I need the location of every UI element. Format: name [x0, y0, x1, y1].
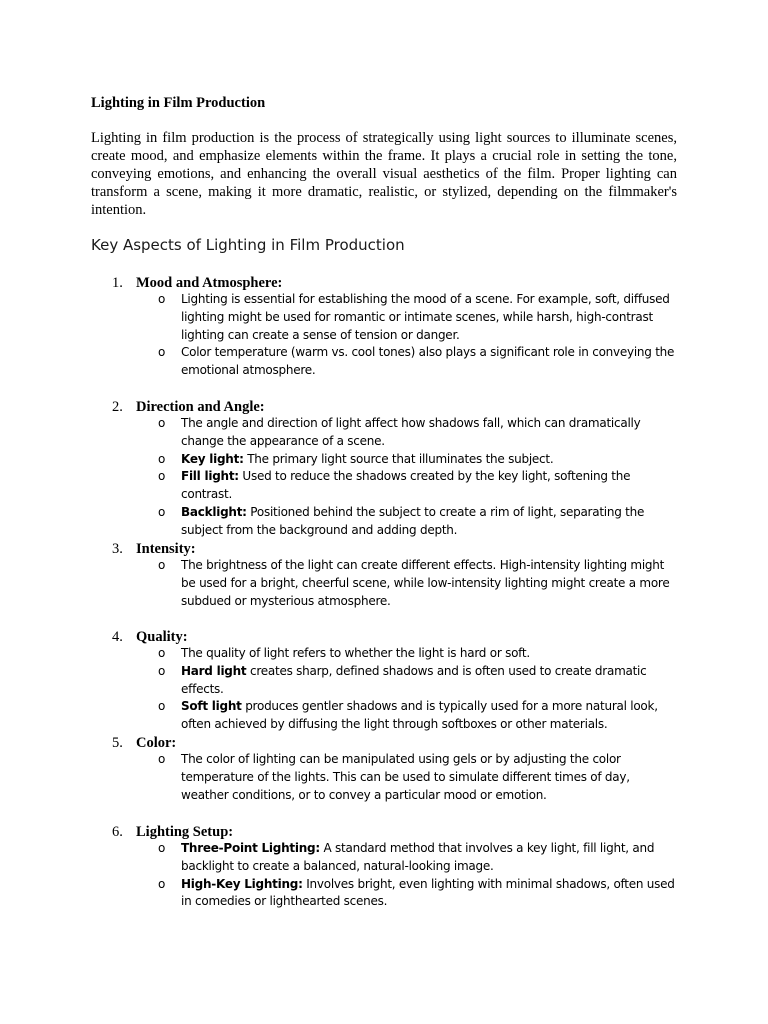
bullet-item — [158, 698, 678, 734]
bullet-item — [158, 291, 678, 344]
bullet-marker: o — [158, 345, 166, 360]
bullet-term: Backlight: — [181, 504, 247, 519]
bullet-marker: o — [158, 469, 166, 484]
bullet-item — [158, 840, 678, 876]
bullet-list — [158, 557, 678, 610]
bullet-item — [158, 415, 678, 451]
bullet-list — [158, 415, 678, 540]
bullet-term: Three-Point Lighting: — [181, 841, 320, 855]
bullet-term: Fill light: — [181, 469, 239, 484]
aspect-title: Color: — [136, 735, 177, 751]
bullet-term: High-Key Lighting: — [181, 876, 303, 891]
bullet-text: The quality of light refers to whether the light is hard or soft. — [181, 646, 530, 660]
bullet-text: Involves bright, even lighting with minimal shadows, often used in comedies or lighthearted scenes. — [181, 876, 675, 909]
bullet-text: A standard method that involves a key light, fill light, and backlight to create a balanced, natural-looking image. — [181, 841, 655, 873]
bullet-item — [158, 645, 678, 663]
bullet-text: Lighting is essential for establishing the mood of a scene. For example, soft, diffused lighting might be used for romantic or intimate scenes, while harsh, high-contrast lighting can create a sense of tension or danger. — [181, 292, 670, 342]
bullet-list — [158, 291, 678, 380]
bullet-item — [158, 663, 678, 699]
bullet-marker: o — [158, 504, 166, 519]
intro-paragraph: Lighting in film production is the process of strategically using light sources to illuminate scenes, create mood, and emphasize elements within the frame. It plays a crucial role in setting the tone, conveying emotions, and enhancing the overall visual aesthetics of the film. Proper lighting can transform a scene, making it more dramatic, realistic, or stylized, depending on the filmmaker's intention. — [91, 130, 677, 218]
bullet-list — [158, 751, 678, 804]
bullet-text: The angle and direction of light affect how shadows fall, which can dramatically change the appearance of a scene. — [181, 416, 641, 448]
bullet-term: Hard light — [181, 663, 247, 678]
bullet-marker: o — [158, 416, 166, 430]
aspect-title: Quality: — [136, 629, 188, 645]
aspect-title: Direction and Angle: — [136, 399, 265, 415]
document-title: Lighting in Film Production — [91, 95, 266, 111]
aspect-number: 1. — [112, 275, 123, 291]
aspect-number: 3. — [112, 541, 123, 557]
bullet-marker: o — [158, 451, 166, 466]
bullet-item — [158, 751, 678, 804]
bullet-text: Used to reduce the shadows created by the key light, softening the contrast. — [181, 469, 631, 502]
aspect-number: 6. — [112, 824, 123, 840]
bullet-item — [158, 876, 678, 912]
aspect-number: 2. — [112, 399, 123, 415]
aspect-title: Intensity: — [136, 541, 196, 557]
aspect-title: Lighting Setup: — [136, 824, 234, 840]
bullet-marker: o — [158, 876, 166, 891]
bullet-text: Color temperature (warm vs. cool tones) also plays a significant role in conveying the emotional atmosphere. — [181, 345, 675, 378]
aspect-number: 5. — [112, 735, 123, 751]
aspect-title: Mood and Atmosphere: — [136, 275, 283, 291]
bullet-marker: o — [158, 699, 166, 714]
bullet-item — [158, 557, 678, 610]
bullet-text: Positioned behind the subject to create a rim of light, separating the subject from the background and adding depth. — [181, 504, 645, 537]
bullet-item — [158, 451, 678, 469]
bullet-marker: o — [158, 663, 166, 678]
bullet-item — [158, 504, 678, 540]
bullet-text: produces gentler shadows and is typically used for a more natural look, often achieved by diffusing the light through softboxes or other materials. — [181, 699, 658, 732]
bullet-list — [158, 645, 678, 734]
bullet-text: The color of lighting can be manipulated using gels or by adjusting the color temperature of the lights. This can be used to simulate different times of day, weather conditions, or to convey a particular mood or emotion. — [181, 752, 630, 802]
bullet-text: The brightness of the light can create different effects. High-intensity lighting might be used for a bright, cheerful scene, while low-intensity lighting might create a more subdued or mysterious atmosphere. — [181, 558, 670, 608]
aspect-number: 4. — [112, 629, 123, 645]
bullet-marker: o — [158, 646, 166, 660]
bullet-marker: o — [158, 752, 166, 766]
bullet-marker: o — [158, 841, 166, 855]
bullet-marker: o — [158, 558, 166, 572]
bullet-text: The primary light source that illuminates the subject. — [243, 451, 554, 466]
bullet-term: Key light: — [181, 451, 244, 466]
bullet-marker: o — [158, 292, 166, 306]
section-heading: Key Aspects of Lighting in Film Production — [91, 236, 405, 254]
bullet-term: Soft light — [181, 699, 242, 714]
bullet-list — [158, 840, 678, 911]
bullet-item — [158, 468, 678, 504]
bullet-text: creates sharp, defined shadows and is often used to create dramatic effects. — [181, 663, 647, 696]
bullet-item — [158, 344, 678, 380]
